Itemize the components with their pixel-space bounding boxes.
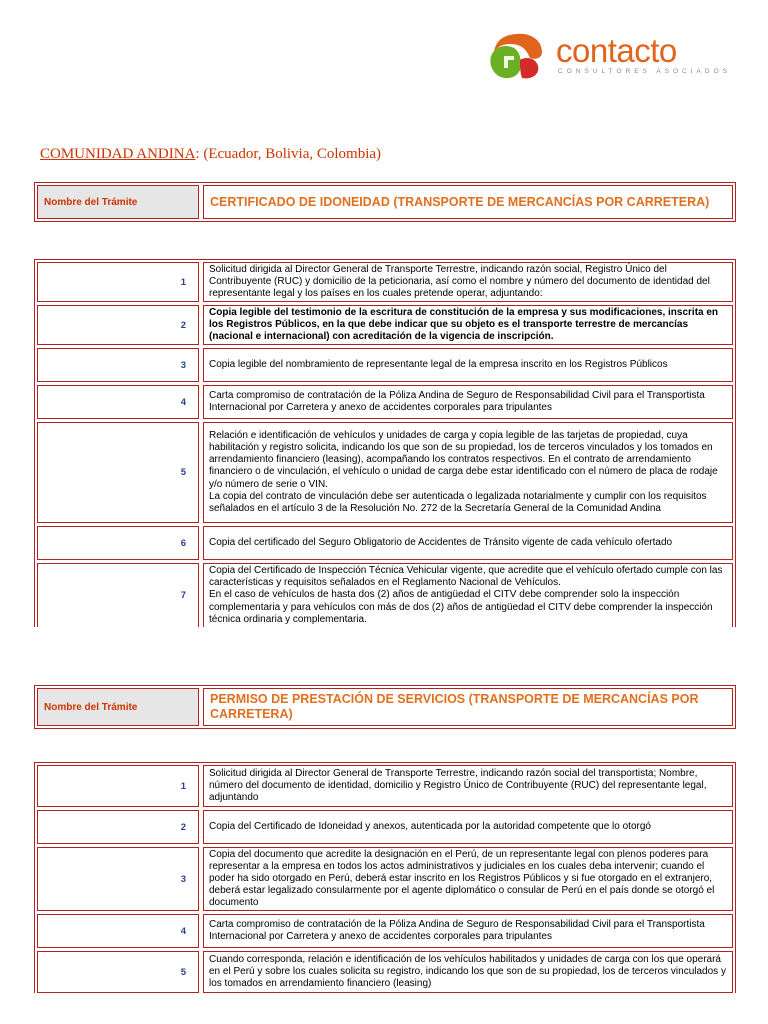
row-number: 2 [37, 305, 199, 345]
table-row [37, 563, 733, 627]
row-text: Copia del Certificado de Idoneidad y anexos, autenticada por la autoridad competente que lo otorgó [203, 810, 733, 844]
procedure-title: PERMISO DE PRESTACIÓN DE SERVICIOS (TRANSPORTE DE MERCANCÍAS POR CARRETERA) [203, 688, 733, 726]
table-row [37, 526, 733, 560]
row-text: Copia legible del testimonio de la escritura de constitución de la empresa y sus modificaciones, inscrita en los Registros Públicos, en la que debe indicar que su objeto es el transporte terrestre de mercancías (nacional e internacional) con acreditación de la vigencia de inscripción. [203, 305, 733, 345]
table-row [37, 765, 733, 807]
row-number: 4 [37, 385, 199, 419]
requirements-table-2 [34, 762, 736, 993]
row-text: Copia del certificado del Seguro Obligatorio de Accidentes de Tránsito vigente de cada vehículo ofertado [203, 526, 733, 560]
region-heading [40, 146, 381, 163]
row-number: 1 [37, 262, 199, 302]
row-text-part-1: Relación e identificación de vehículos y unidades de carga y copia legible de las tarjetas de propiedad, cuya habilitación y registro solicita, indicando los que son de su propiedad, los de terceros vinculados y los tomados en arrendamiento financiero (leasing), acompañando los contratos respectivos. En el contrato de arrendamiento financiero o de vinculación, el vehículo o unidad de carga debe estar identificado con el número de placa de rodaje y/o número de serie o VIN. [209, 429, 718, 490]
row-text: Solicitud dirigida al Director General de Transporte Terrestre, indicando razón social, Registro Único del Contribuyente (RUC) y domicilio de la peticionaria, así como el nombre y número del documento de identidad del representante legal y los países en los cuales pretende operar, adjuntando: [203, 262, 733, 302]
row-text: Cuando corresponda, relación e identificación de los vehículos habilitados y unidades de carga con los que operará en el Perú y sobre los cuales solicita su registro, indicando los que son de su propiedad, los de terceros vinculados y los tomados en arrendamiento financiero (leasing) [203, 951, 733, 993]
table-row [37, 914, 733, 948]
row-number: 3 [37, 348, 199, 382]
row-number: 5 [37, 951, 199, 993]
table-row [37, 847, 733, 911]
region-name: COMUNIDAD ANDINA [40, 146, 196, 162]
procedure-title: CERTIFICADO DE IDONEIDAD (TRANSPORTE DE MERCANCÍAS POR CARRETERA) [203, 185, 733, 219]
table-row [37, 305, 733, 345]
logo-mark-icon [486, 30, 546, 82]
row-text: Carta compromiso de contratación de la Póliza Andina de Seguro de Responsabilidad Civil para el Transportista Internacional por Carretera y anexo de accidentes corporales para tripulantes [203, 385, 733, 419]
row-text [203, 563, 733, 627]
row-number: 7 [37, 563, 199, 627]
procedure-title-box-1 [34, 182, 736, 222]
row-number: 1 [37, 765, 199, 807]
row-number: 2 [37, 810, 199, 844]
table-row [37, 810, 733, 844]
procedure-label: Nombre del Trámite [37, 688, 199, 726]
table-row [37, 422, 733, 523]
row-number: 6 [37, 526, 199, 560]
row-text-part-1: Copia del Certificado de Inspección Técnica Vehicular vigente, que acredite que el vehículo ofertado cumple con las características y requisitos señalados en el Reglamento Nacional de Vehículos. [209, 565, 723, 589]
table-row [37, 348, 733, 382]
table-row [37, 385, 733, 419]
company-logo [486, 30, 746, 82]
region-countries: : (Ecuador, Bolivia, Colombia) [195, 146, 382, 162]
row-number: 4 [37, 914, 199, 948]
table-row [37, 262, 733, 302]
row-number: 3 [37, 847, 199, 911]
procedure-title-box-2 [34, 685, 736, 729]
logo-subtitle: CONSULTORES ASOCIADOS [558, 68, 731, 75]
row-text: Copia legible del nombramiento de representante legal de la empresa inscrito en los Registros Públicos [203, 348, 733, 382]
row-number: 5 [37, 422, 199, 523]
table-row [37, 951, 733, 993]
procedure-label: Nombre del Trámite [37, 185, 199, 219]
requirements-table-1 [34, 259, 736, 627]
row-text: Carta compromiso de contratación de la Póliza Andina de Seguro de Responsabilidad Civil para el Transportista Internacional por Carretera y anexo de accidentes corporales para tripulantes [203, 914, 733, 948]
row-text-part-2: En el caso de vehículos de hasta dos (2) años de antigüedad el CITV debe comprender solo la inspección complementaria y para vehículos con más de dos (2) años de antigüedad el CITV debe comprender la inspección técnica ordinaria y complementaria. [209, 589, 713, 625]
row-text: Solicitud dirigida al Director General de Transporte Terrestre, indicando razón social del transportista; Nombre, número del documento de identidad, domicilio y Registro Único de Contribuyente (RUC) del representante legal, adjuntando [203, 765, 733, 807]
row-text: Copia del documento que acredite la designación en el Perú, de un representante legal con plenos poderes para representar a la empresa en todos los actos administrativos y judiciales en los cuales deba intervenir; cuando el poder ha sido otorgado en Perú, deberá estar inscrito en los Registros Públicos y si fue otorgado en el extranjero, deberá estar legalizado consularmente por el agente diplomático o consular de Perú en el país donde se otorgó el documento [203, 847, 733, 911]
logo-wordmark: contacto [556, 32, 677, 69]
row-text-part-2: La copia del contrato de vinculación debe ser autenticada o legalizada notarialmente y cumplir con los requisitos señalados en el artículo 3 de la Resolución No. 272 de la Secretaría General de la Comunidad Andina [209, 490, 707, 514]
row-text [203, 422, 733, 523]
